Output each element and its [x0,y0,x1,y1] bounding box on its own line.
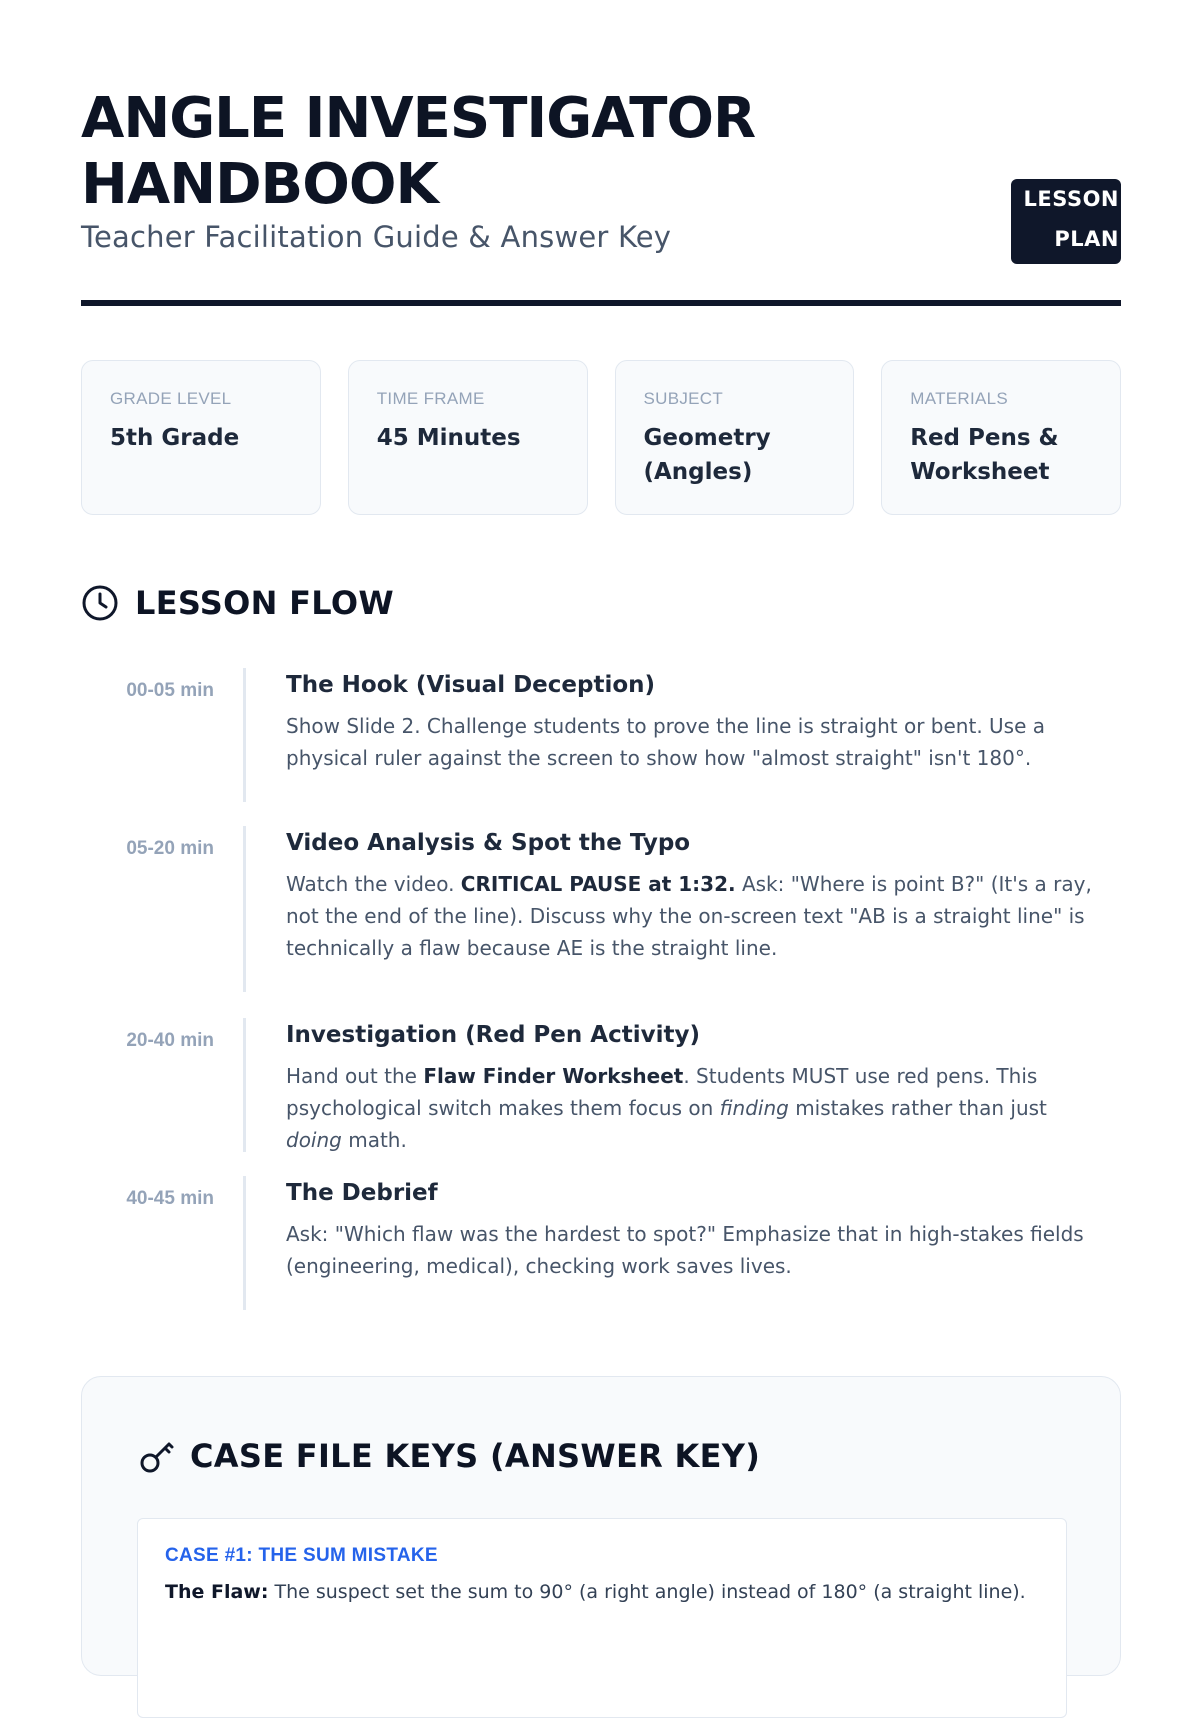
lesson-flow-timeline [81,668,1121,1334]
clock-icon [81,584,119,622]
info-card-value: 45 Minutes [376,425,521,451]
case-keys-heading [138,1437,760,1475]
case-keys-title: CASE FILE KEYS (ANSWER KEY) [190,1437,761,1475]
badge-line-1: LESSON [1023,187,1119,211]
step-title: Video Analysis & Spot the Typo [286,830,691,856]
info-card-label: SUBJECT [643,389,724,408]
badge-line-2: PLAN [1054,227,1119,251]
case-label: CASE #1: THE SUM MISTAKE [165,1545,438,1566]
step-description: Show Slide 2. Challenge students to prove the line is straight or bent. Use a physical ruler against the screen to show how "almost straight" isn't 180°. [286,714,1046,770]
title-line-2: HANDBOOK [81,152,438,217]
step-title: The Debrief [286,1180,438,1206]
step-body [243,826,1106,992]
desc-text: mistakes rather than just [788,1096,1047,1120]
step-body [243,1018,1106,1152]
page-subtitle: Teacher Facilitation Guide & Answer Key [81,220,672,254]
step-body [243,668,1106,802]
lesson-step [81,668,1121,826]
lesson-step [81,1018,1121,1176]
info-cards [81,360,1121,515]
desc-text: . Students MUST use red pens. This psychological switch makes them focus on [286,1064,1038,1120]
step-time: 40-45 min [126,1188,214,1209]
step-title: The Hook (Visual Deception) [286,672,656,698]
step-description [286,868,1106,964]
desc-emphasis: CRITICAL PAUSE at 1:32. [460,872,736,896]
step-time: 05-20 min [126,838,214,859]
info-card-time-frame [348,360,588,515]
step-time: 20-40 min [126,1030,214,1051]
flaw-description: The suspect set the sum to 90° (a right angle) instead of 180° (a straight line). [268,1581,1026,1603]
info-card-materials [881,360,1121,515]
case-card [137,1518,1067,1718]
step-description: Ask: "Which flaw was the hardest to spot?" Emphasize that in high-stakes fields (engineering, medical), checking work saves lives. [286,1222,1084,1278]
lesson-flow-heading [81,584,394,622]
info-card-grade-level [81,360,321,515]
info-card-label: GRADE LEVEL [110,389,232,408]
desc-emphasis: Flaw Finder Worksheet [423,1064,684,1088]
flaw-label: The Flaw: [165,1581,269,1603]
title-line-1: ANGLE INVESTIGATOR [81,86,756,151]
info-card-subject [615,360,855,515]
desc-text: Hand out the [286,1064,424,1088]
step-body [243,1176,1106,1310]
info-card-label: MATERIALS [910,389,1009,408]
lesson-flow-title: LESSON FLOW [135,584,394,622]
lesson-plan-badge [1011,179,1121,264]
step-title: Investigation (Red Pen Activity) [286,1022,700,1048]
info-card-label: TIME FRAME [376,389,485,408]
case-file-keys-panel [81,1376,1121,1676]
desc-italic: finding [719,1096,789,1120]
case-flaw-text [165,1577,1039,1607]
page-header [81,86,1121,306]
step-description [286,1060,1106,1156]
header-divider [81,300,1121,306]
info-card-value: Geometry (Angles) [643,425,771,485]
desc-text: math. [341,1128,407,1152]
desc-italic: doing [286,1128,342,1152]
desc-text: Watch the video. [286,872,461,896]
info-card-value: Red Pens & Worksheet [910,425,1059,485]
lesson-step [81,1176,1121,1334]
lesson-step [81,826,1121,1018]
desc-text: Ask: "Where is point B?" (It's a ray, not the end of the line). Discuss why the on-screen text "AB is a straight line" is technically a flaw because AE is the straight line. [286,872,1092,960]
key-icon [138,1437,176,1475]
info-card-value: 5th Grade [110,425,240,451]
step-time: 00-05 min [126,680,214,701]
page-title [81,86,841,218]
